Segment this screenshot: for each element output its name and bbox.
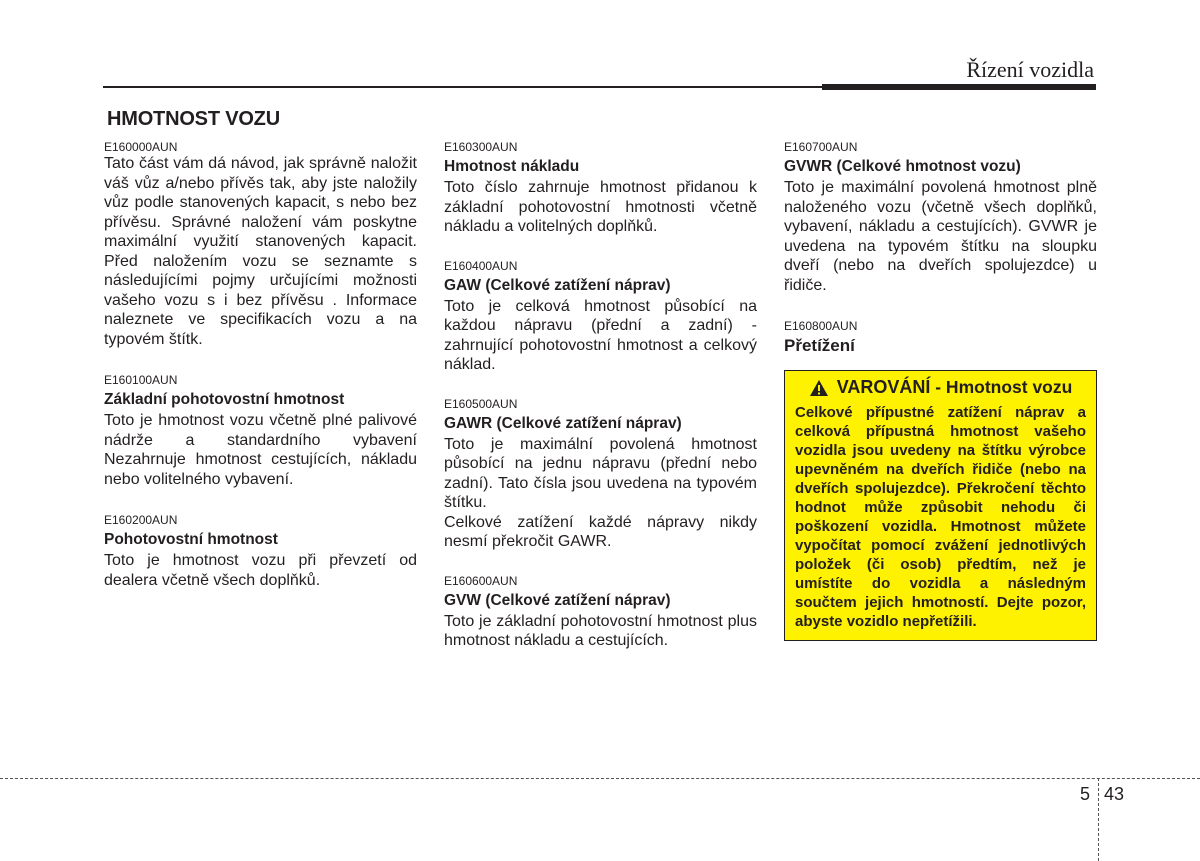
footer-divider bbox=[1098, 778, 1099, 861]
section-code: E160700AUN bbox=[784, 140, 858, 154]
subsection-heading: Hmotnost nákladu bbox=[444, 158, 580, 175]
warning-text: Celkové přípustné zatížení náprav a celková přípustná hmotnost vašeho vozidla jsou uvedeny na štítku výrobce upevněném na dveřích řidiče (nebo na dveřích spolujezdce). Překročení těchto hodnot může způsobit nehodu či poškození vozidla. Hmotnost můžete vypočítat pomocí zvážení jednotlivých položek (či osob) předtím, než je umístíte do vozidla a následným součtem jejich hmotností. Dejte pozor, abyste vozidlo nepřetížili. bbox=[795, 404, 1086, 630]
paragraph: Toto je hmotnost vozu při převzetí od dealera včetně všech doplňků. bbox=[104, 552, 417, 589]
paragraph: Celkové zatížení každé nápravy nikdy nesmí překročit GAWR. bbox=[444, 513, 757, 550]
section-code: E160600AUN bbox=[444, 573, 518, 588]
subsection-heading: Základní pohotovostní hmotnost bbox=[104, 391, 345, 408]
section-code: E160800AUN bbox=[784, 319, 858, 333]
warning-title-sub: - Hmotnost vozu bbox=[930, 377, 1073, 397]
subsection-heading: Přetížení bbox=[784, 336, 855, 355]
section-code: E160000AUN bbox=[104, 140, 178, 154]
page-number: 43 bbox=[1104, 784, 1125, 804]
column-3 bbox=[784, 140, 1097, 641]
column-1 bbox=[104, 140, 417, 590]
paragraph: Toto je hmotnost vozu včetně plné palivové nádrže a standardního vybavení Nezahrnuje hmotnost cestujících, nákladu nebo volitelného vybavení. bbox=[104, 412, 417, 488]
paragraph: Toto je maximální povolená hmotnost plně naloženého vozu (včetně všech doplňků, vybavení, nákladu a cestujících). GVWR je uvedena na typovém štítku na sloupku dveří (nebo na dveřích spolujezdce) u řidiče. bbox=[784, 179, 1097, 294]
warning-triangle-icon bbox=[809, 379, 829, 397]
chapter-title: Řízení vozidla bbox=[966, 57, 1094, 82]
section-code: E160300AUN bbox=[444, 140, 518, 154]
subsection-heading: GAW (Celkové zatížení náprav) bbox=[444, 276, 671, 294]
paragraph: Toto je celková hmotnost působící na každou nápravu (přední a zadní) - zahrnující pohotovostní hmotnost a celkový náklad. bbox=[444, 297, 757, 373]
subsection-heading: GVW (Celkové zatížení náprav) bbox=[444, 591, 671, 609]
paragraph: Toto je základní pohotovostní hmotnost plus hmotnost nákladu a cestujících. bbox=[444, 612, 757, 649]
section-code: E160100AUN bbox=[104, 373, 178, 387]
section-code: E160500AUN bbox=[444, 396, 518, 411]
paragraph: Toto číslo zahrnuje hmotnost přidanou k základní pohotovostní hmotnosti včetně nákladu a volitelných doplňků. bbox=[444, 179, 757, 235]
footer-rule bbox=[0, 778, 1200, 779]
warning-box bbox=[784, 370, 1097, 641]
section-code: E160400AUN bbox=[444, 258, 518, 273]
warning-title bbox=[837, 377, 1073, 397]
subsection-heading: GVWR (Celkové hmotnost vozu) bbox=[784, 158, 1021, 175]
warning-header bbox=[795, 377, 1086, 397]
column-2 bbox=[444, 140, 757, 651]
paragraph: Toto je maximální povolená hmotnost působící na jednu nápravu (přední nebo zadní). Tato čísla jsou uvedena na typovém štítku. bbox=[444, 435, 757, 511]
chapter-number: 5 bbox=[1080, 784, 1091, 804]
warning-title-main: VAROVÁNÍ bbox=[836, 377, 931, 397]
paragraph: Tato část vám dá návod, jak správně naložit váš vůz a/nebo přívěs tak, aby jste naložily vůz podle stanovených kapacit, s nebo bez přívěsu. Správné naložení vám poskytne maximální využití stanovených kapacit. Před naložením vozu se seznamte s následujícími pojmy určujícími možnosti vašeho vozu s i bez přívěsu . Informace naleznete ve specifikacích vozu a na typovém štítk. bbox=[104, 155, 417, 348]
header-rule-accent bbox=[822, 84, 1096, 90]
subsection-heading: Pohotovostní hmotnost bbox=[104, 531, 278, 548]
subsection-heading: GAWR (Celkové zatížení náprav) bbox=[444, 414, 682, 432]
section-code: E160200AUN bbox=[104, 513, 178, 527]
section-title: HMOTNOST VOZU bbox=[107, 108, 280, 130]
